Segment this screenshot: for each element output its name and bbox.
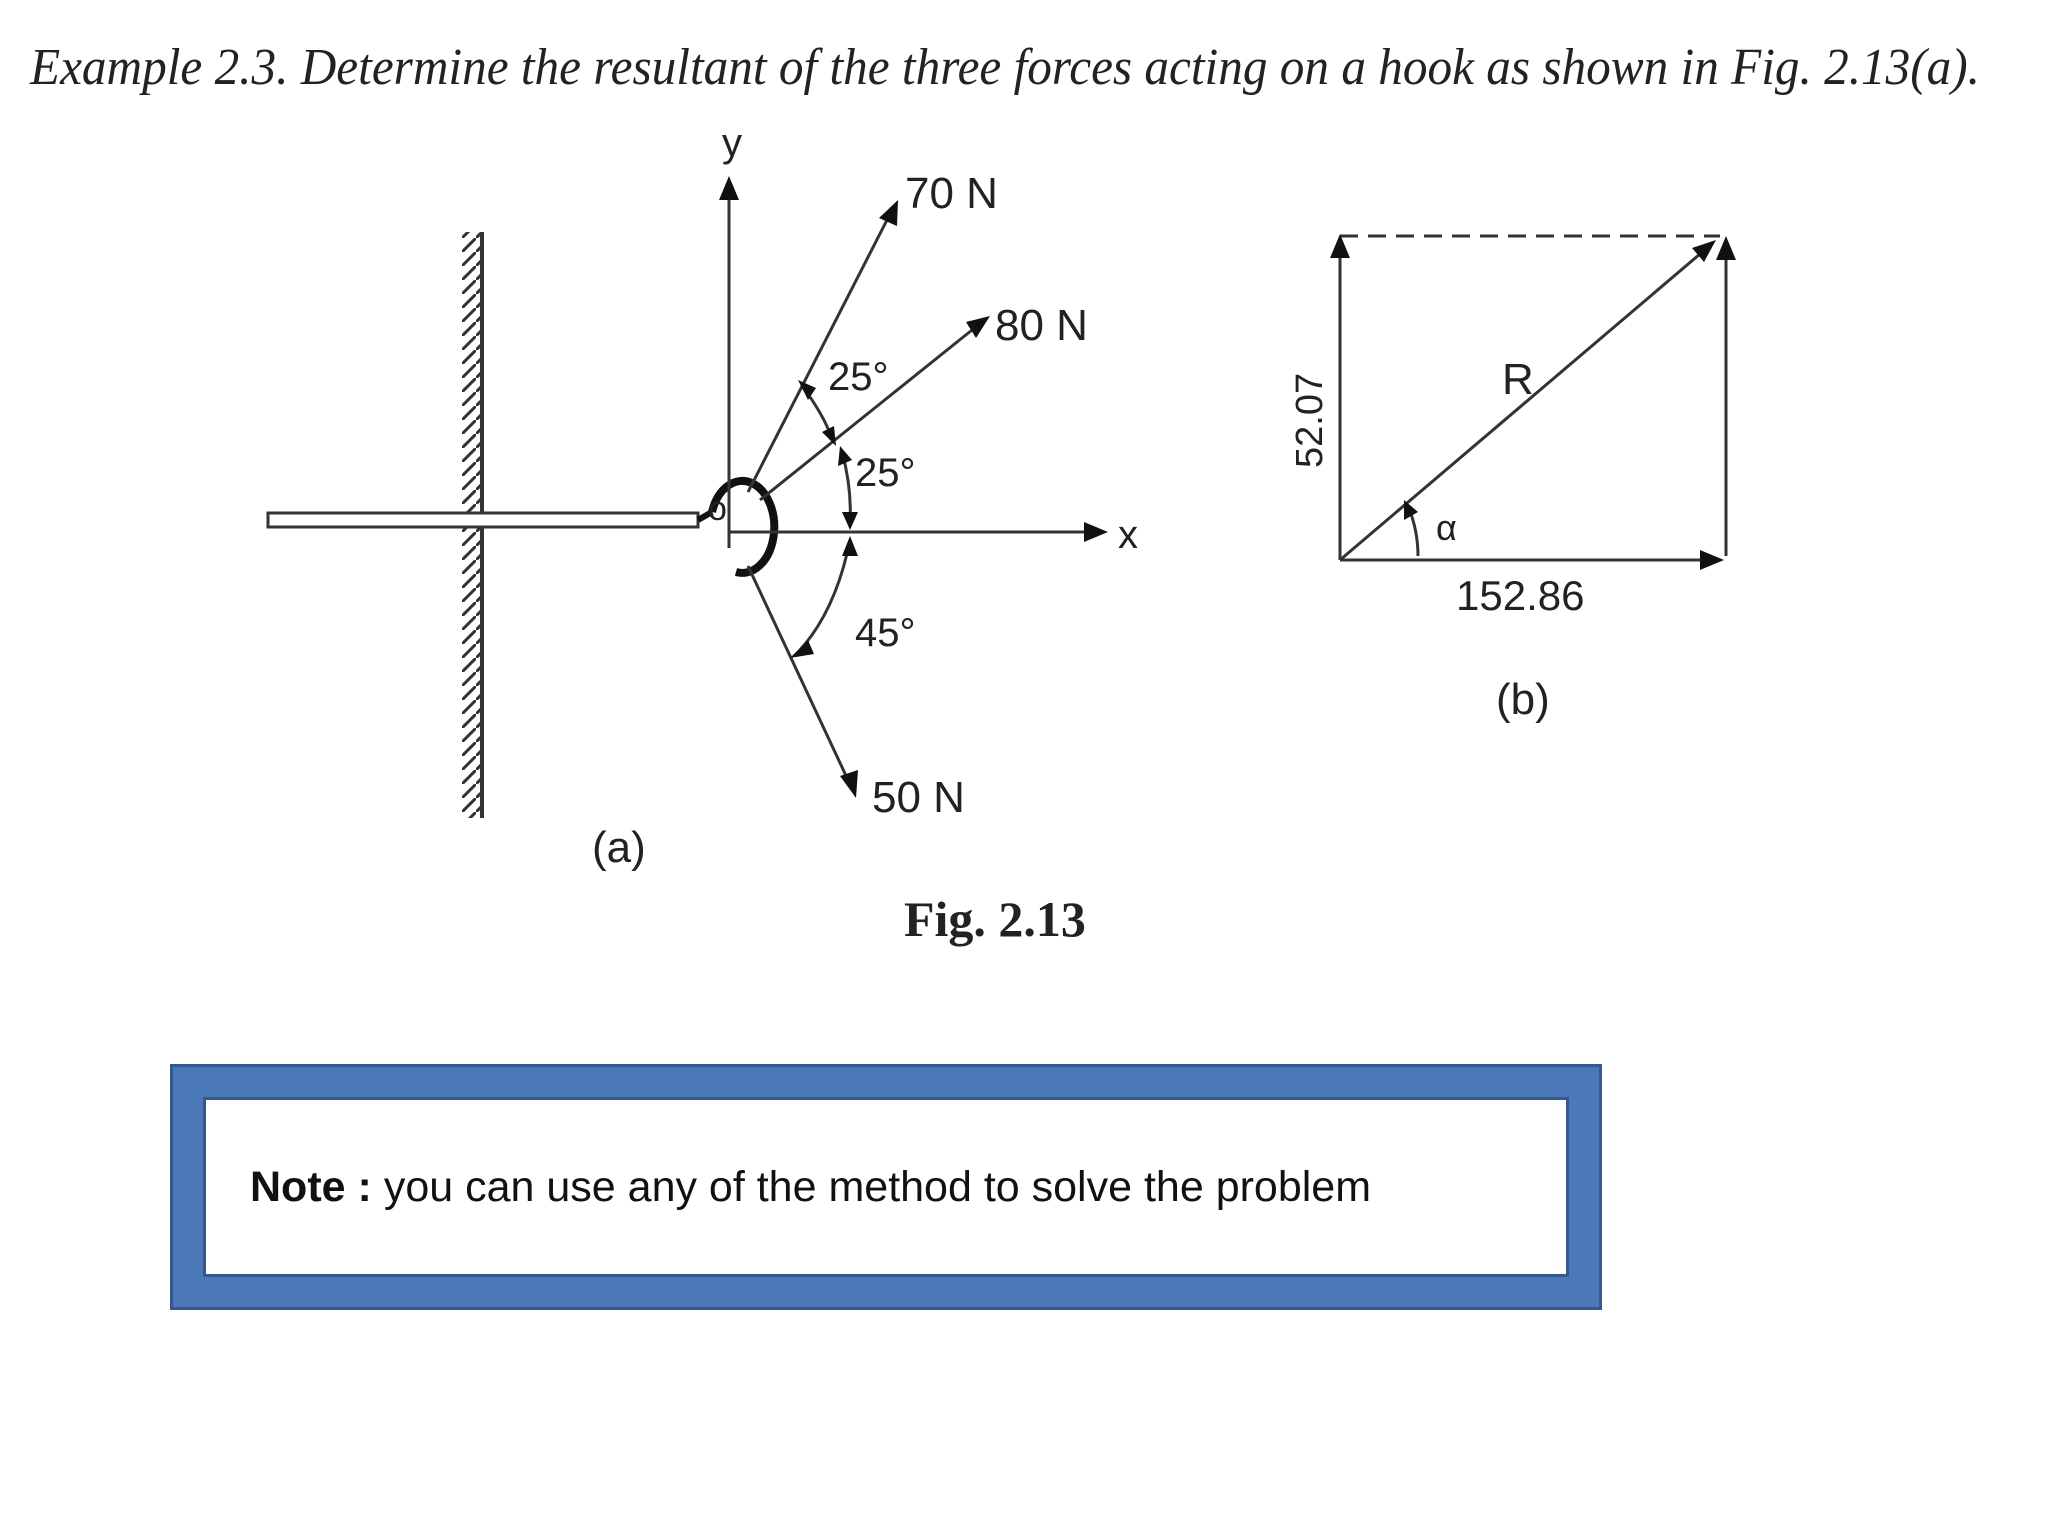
y-axis-label: y	[722, 121, 742, 165]
horizontal-component-arrow	[1340, 550, 1724, 570]
alpha-label: α	[1436, 507, 1457, 548]
force-50n-arrow	[748, 566, 858, 798]
right-side-line	[1716, 236, 1736, 556]
note-box	[170, 1064, 1602, 1310]
angle-label-2: 25°	[855, 451, 916, 495]
vertical-value-label: 52.07	[1289, 372, 1331, 468]
note-text: you can use any of the method to solve the problem	[383, 1162, 1372, 1211]
force-80n-label: 80 N	[995, 301, 1088, 350]
note-label: Note :	[250, 1162, 372, 1211]
problem-title: Example 2.3. Determine the resultant of the three forces acting on a hook as shown in Fig. 2.13(a).	[29, 39, 1981, 96]
force-70n-label: 70 N	[905, 169, 998, 218]
x-axis	[729, 522, 1108, 542]
rod	[268, 513, 698, 527]
alpha-arc	[1404, 500, 1418, 556]
angle-arc-x-50	[790, 536, 858, 658]
note-box-inner	[203, 1097, 1569, 1277]
x-axis-label: x	[1118, 513, 1138, 557]
figure-b	[1289, 234, 1736, 724]
force-50n-label: 50 N	[872, 773, 965, 822]
resultant-label: R	[1502, 355, 1534, 404]
angle-label-3: 45°	[855, 611, 916, 655]
angle-label-1: 25°	[828, 355, 889, 399]
figure-a	[268, 121, 1138, 872]
figure-a-caption: (a)	[592, 823, 646, 872]
origin-label: o	[708, 490, 727, 528]
vertical-component-arrow	[1330, 234, 1350, 560]
figure-caption: Fig. 2.13	[904, 891, 1086, 947]
horizontal-value-label: 152.86	[1456, 572, 1585, 619]
figure-b-caption: (b)	[1496, 675, 1550, 724]
